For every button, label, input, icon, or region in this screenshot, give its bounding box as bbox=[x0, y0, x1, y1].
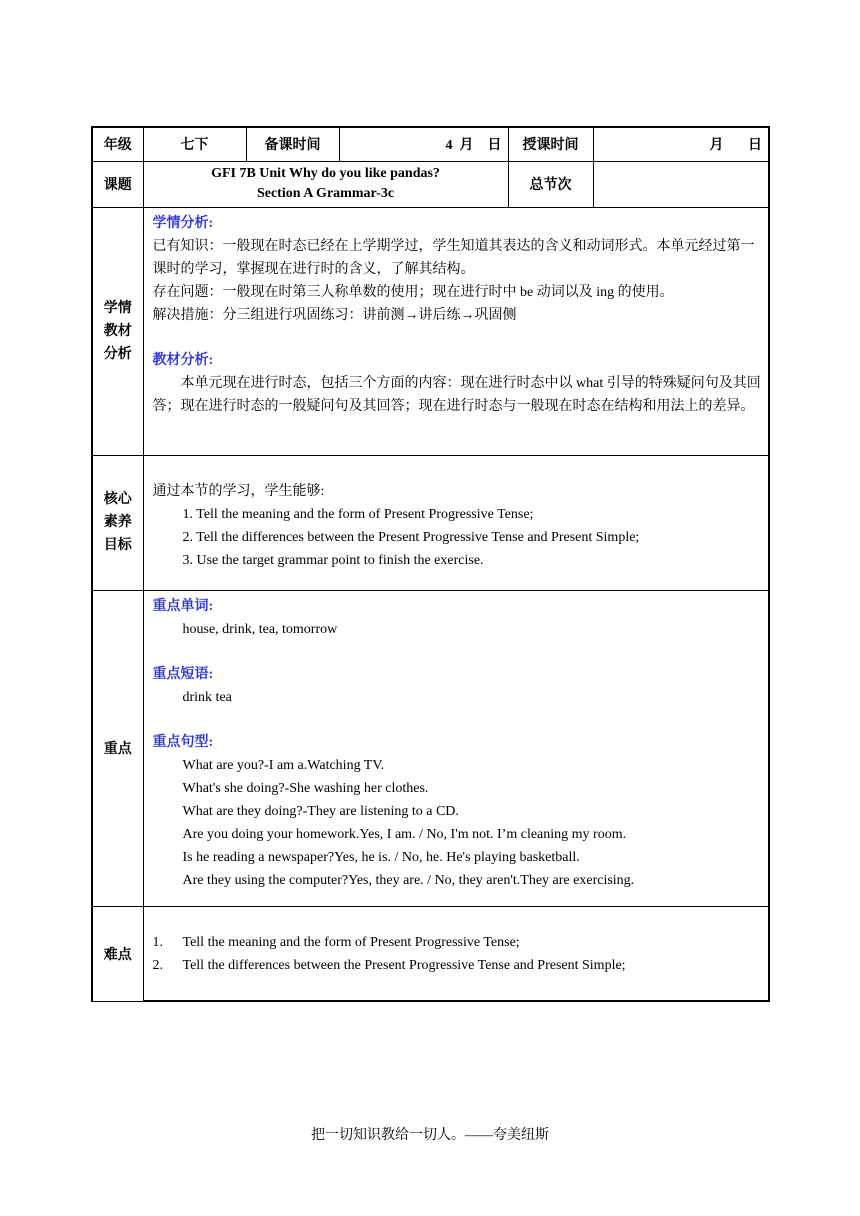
key-sentences-heading: 重点句型: bbox=[152, 734, 214, 750]
grade-value: 七下 bbox=[143, 127, 246, 161]
student-analysis-line-1: 已有知识：一般现在时态已经在上学期学过，学生知道其表达的含义和动词形式。本单元经过第一课时的学习，掌握现在进行时的含义，了解其结构。 bbox=[152, 238, 755, 277]
difficult-point-item bbox=[153, 954, 762, 977]
difficult-point-text: Tell the meaning and the form of Present Progressive Tense; bbox=[182, 934, 520, 950]
difficult-points-content bbox=[143, 906, 769, 1001]
core-label-line-3: 目标 bbox=[103, 538, 132, 553]
material-analysis-heading: 教材分析: bbox=[152, 352, 214, 368]
key-sentence: What's she doing?-She washing her clothes. bbox=[182, 780, 429, 796]
topic-label: 课题 bbox=[92, 161, 143, 207]
topic-value bbox=[143, 161, 508, 207]
core-goals-row bbox=[92, 455, 769, 590]
student-analysis-line-3: 解决措施：分三组进行巩固练习：讲前测→讲后练→巩固侧 bbox=[152, 307, 517, 323]
prep-time-value: 4 月 日 bbox=[339, 127, 508, 161]
lesson-plan-table bbox=[91, 126, 770, 1002]
difficult-points-list bbox=[153, 931, 762, 977]
core-goal-item: 2. Tell the differences between the Present Progressive Tense and Present Simple; bbox=[182, 529, 640, 545]
key-points-content bbox=[143, 590, 769, 906]
key-sentence: What are you?-I am a.Watching TV. bbox=[182, 757, 385, 773]
key-sentence: Are you doing your homework.Yes, I am. / No, I'm not. I’m cleaning my room. bbox=[182, 826, 627, 842]
student-analysis-line-2: 存在问题：一般现在时第三人称单数的使用；现在进行时中 be 动词以及 ing 的使用。 bbox=[152, 284, 674, 300]
difficult-points-row bbox=[92, 906, 769, 1001]
topic-row bbox=[92, 161, 769, 207]
analysis-content bbox=[143, 207, 769, 455]
student-analysis-heading: 学情分析: bbox=[152, 215, 214, 231]
prep-time-label: 备课时间 bbox=[246, 127, 339, 161]
analysis-label-line-2: 教材 bbox=[103, 323, 132, 339]
teach-time-value: 月 日 bbox=[593, 127, 769, 161]
key-words-heading: 重点单词: bbox=[152, 598, 214, 614]
core-goals-intro: 通过本节的学习，学生能够: bbox=[152, 483, 325, 499]
core-label-line-1: 核心 bbox=[103, 492, 132, 507]
topic-line-1: GFI 7B Unit Why do you like pandas? bbox=[211, 166, 440, 181]
difficult-point-text: Tell the differences between the Present Progressive Tense and Present Simple; bbox=[182, 957, 626, 973]
core-goal-item: 1. Tell the meaning and the form of Present Progressive Tense; bbox=[182, 506, 534, 522]
grade-label: 年级 bbox=[92, 127, 143, 161]
difficult-points-label: 难点 bbox=[92, 906, 143, 1001]
header-row bbox=[92, 127, 769, 161]
key-sentence: Are they using the computer?Yes, they are. / No, they aren't.They are exercising. bbox=[182, 872, 635, 888]
total-sessions-label: 总节次 bbox=[508, 161, 593, 207]
analysis-label-line-1: 学情 bbox=[103, 300, 132, 316]
core-goals-label bbox=[92, 455, 143, 590]
key-sentence: What are they doing?-They are listening to a CD. bbox=[182, 803, 459, 819]
footer-quote: 把一切知识教给一切人。——夸美纽斯 bbox=[311, 1128, 549, 1143]
key-phrases-heading: 重点短语: bbox=[152, 666, 214, 682]
difficult-point-number: 2. bbox=[152, 957, 163, 973]
core-goals-content bbox=[143, 455, 769, 590]
teach-time-label: 授课时间 bbox=[508, 127, 593, 161]
key-sentence: Is he reading a newspaper?Yes, he is. / No, he. He's playing basketball. bbox=[182, 849, 580, 865]
material-analysis-text: 本单元现在进行时态，包括三个方面的内容：现在进行时态中以 what 引导的特殊疑问句及其回答；现在进行时态的一般疑问句及其回答；现在进行时态与一般现在时态在结构和用法上的差异。 bbox=[152, 375, 761, 414]
core-goal-item: 3. Use the target grammar point to finish the exercise. bbox=[182, 552, 484, 568]
analysis-label-line-3: 分析 bbox=[103, 346, 132, 362]
analysis-label bbox=[92, 207, 143, 455]
core-label-line-2: 素养 bbox=[103, 515, 132, 530]
key-phrases: drink tea bbox=[182, 689, 232, 705]
analysis-row bbox=[92, 207, 769, 455]
topic-line-2: Section A Grammar-3c bbox=[256, 186, 395, 201]
difficult-point-item bbox=[153, 931, 762, 954]
key-points-row bbox=[92, 590, 769, 906]
key-points-label: 重点 bbox=[92, 590, 143, 906]
total-sessions-value bbox=[593, 161, 769, 207]
key-words: house, drink, tea, tomorrow bbox=[182, 621, 338, 637]
difficult-point-number: 1. bbox=[152, 934, 163, 950]
